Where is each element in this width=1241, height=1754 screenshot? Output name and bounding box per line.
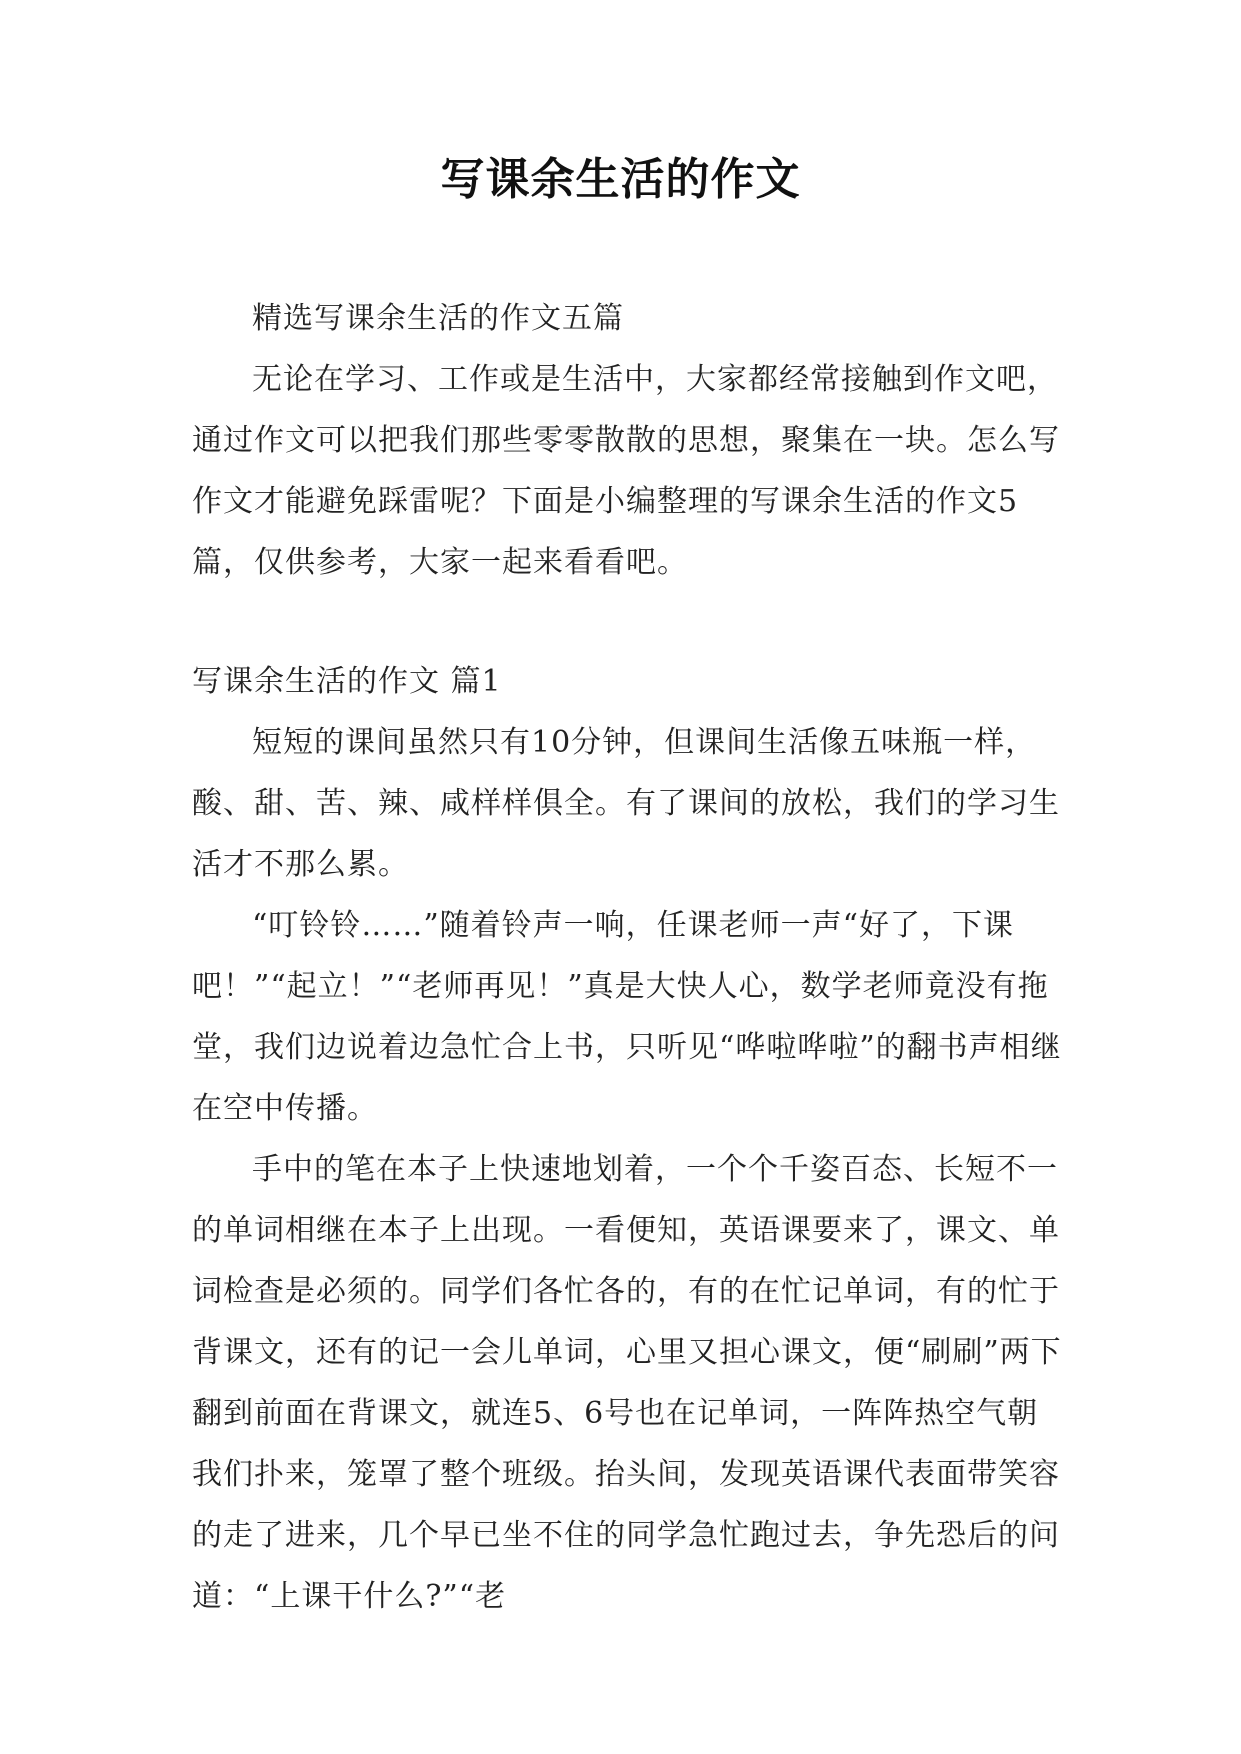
document-title: 写课余生活的作文 bbox=[440, 154, 801, 205]
body-paragraph-1: 短短的课间虽然只有10分钟，但课间生活像五味瓶一样，酸、甜、苦、辣、咸样样俱全。有了课间的放松，我们的学习生活才不那么累。 bbox=[192, 725, 1060, 882]
body-paragraph-3: 手中的笔在本子上快速地划着，一个个千姿百态、长短不一的单词相继在本子上出现。一看便知，英语课要来了，课文、单词检查是必须的。同学们各忙各的，有的在忙记单词，有的忙于背课文，还有的记一会儿单词，心里又担心课文，便“刷刷”两下翻到前面在背课文，就连5、6号也在记单词，一阵阵热空气朝我们扑来，笼罩了整个班级。抬头间，发现英语课代表面带笑容的走了进来，几个早已坐不住的同学急忙跑过去，争先恐后的问道：“上课干什么?”“老 bbox=[192, 1152, 1062, 1614]
section-heading: 写课余生活的作文 篇1 bbox=[192, 664, 502, 699]
document-subtitle: 精选写课余生活的作文五篇 bbox=[252, 301, 624, 336]
intro-paragraph: 无论在学习、工作或是生活中，大家都经常接触到作文吧，通过作文可以把我们那些零零散散的思想，聚集在一块。怎么写作文才能避免踩雷呢？下面是小编整理的写课余生活的作文5篇，仅供参考，大家一起来看看吧。 bbox=[192, 362, 1060, 580]
document-body bbox=[192, 288, 1062, 1627]
body-paragraph-2: “叮铃铃……”随着铃声一响，任课老师一声“好了，下课吧！”“起立！”“老师再见！”真是大快人心，数学老师竟没有拖堂，我们边说着边急忙合上书，只听见“哗啦哗啦”的翻书声相继在空中传播。 bbox=[192, 908, 1062, 1126]
